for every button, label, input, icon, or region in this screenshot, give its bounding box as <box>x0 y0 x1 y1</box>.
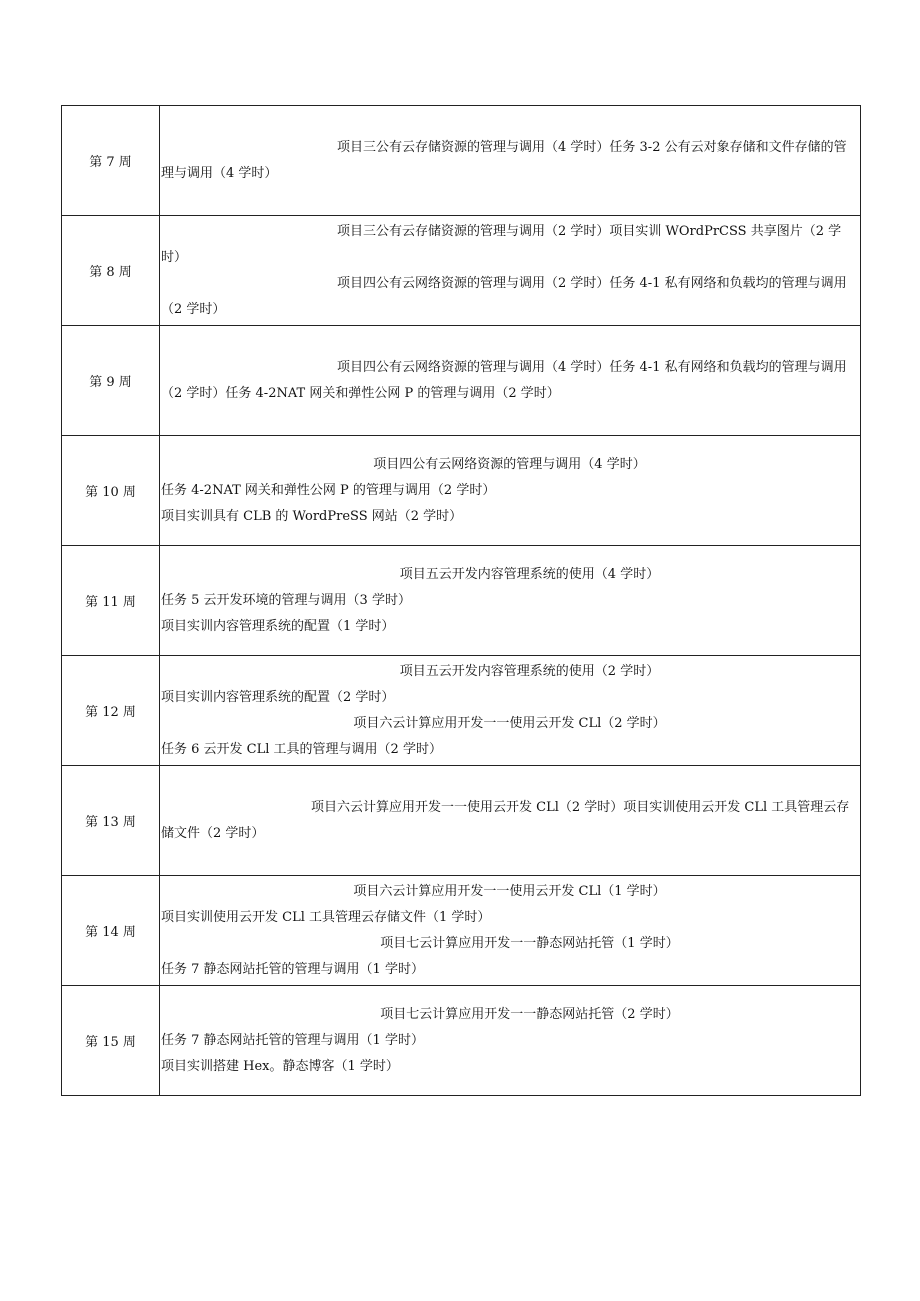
content-line: 项目五云开发内容管理系统的使用（4 学时） <box>399 566 660 582</box>
content-line: 项目实训搭建 Hex。静态博客（1 学时） <box>161 1058 399 1074</box>
content-cell <box>160 216 861 326</box>
content-cell <box>160 986 861 1096</box>
content-cell <box>160 326 861 436</box>
week-cell: 第 12 周 <box>62 656 160 766</box>
content-line: 项目实训具有 CLB 的 WordPreSS 网站（2 学时） <box>161 508 463 524</box>
content-line: 任务 4-2NAT 网关和弹性公网 P 的管理与调用（2 学时） <box>161 482 496 498</box>
table-row <box>62 546 861 656</box>
course-schedule-table <box>61 105 861 1096</box>
content-line: 项目四公有云网络资源的管理与调用（4 学时） <box>373 456 646 472</box>
table-row <box>62 106 861 216</box>
content-line: 项目六云计算应用开发一一使用云开发 CLl（1 学时） <box>353 883 666 899</box>
week-cell: 第 13 周 <box>62 766 160 876</box>
content-line: 项目七云计算应用开发一一静态网站托管（2 学时） <box>380 1006 679 1022</box>
content-line: 项目四公有云网络资源的管理与调用（2 学时）任务 4-1 私有网络和负载均的管理与调用（2 学时） <box>161 275 847 317</box>
content-line: 任务 7 静态网站托管的管理与调用（1 学时） <box>161 961 424 977</box>
content-line: 任务 6 云开发 CLl 工具的管理与调用（2 学时） <box>161 741 442 757</box>
content-cell <box>160 766 861 876</box>
week-cell: 第 7 周 <box>62 106 160 216</box>
content-line: 项目实训使用云开发 CLl 工具管理云存储文件（1 学时） <box>161 909 491 925</box>
week-cell: 第 10 周 <box>62 436 160 546</box>
table-row <box>62 216 861 326</box>
week-cell: 第 11 周 <box>62 546 160 656</box>
content-line: 项目五云开发内容管理系统的使用（2 学时） <box>399 663 660 679</box>
content-line: 项目四公有云网络资源的管理与调用（4 学时）任务 4-1 私有网络和负载均的管理与调用（2 学时）任务 4-2NAT 网关和弹性公网 P 的管理与调用（2 学时） <box>161 359 847 401</box>
week-cell: 第 14 周 <box>62 876 160 986</box>
content-cell <box>160 546 861 656</box>
week-cell: 第 9 周 <box>62 326 160 436</box>
week-cell: 第 15 周 <box>62 986 160 1096</box>
content-line: 项目实训内容管理系统的配置（1 学时） <box>161 618 395 634</box>
content-line: 任务 5 云开发环境的管理与调用（3 学时） <box>161 592 411 608</box>
table-row <box>62 656 861 766</box>
content-cell <box>160 436 861 546</box>
content-line: 项目三公有云存储资源的管理与调用（2 学时）项目实训 WOrdPrCSS 共享图片（2 学时） <box>161 223 842 265</box>
content-line: 任务 7 静态网站托管的管理与调用（1 学时） <box>161 1032 424 1048</box>
table-row <box>62 876 861 986</box>
content-line: 项目三公有云存储资源的管理与调用（4 学时）任务 3-2 公有云对象存储和文件存储的管理与调用（4 学时） <box>161 139 847 181</box>
table-row <box>62 436 861 546</box>
content-cell <box>160 876 861 986</box>
content-line: 项目六云计算应用开发一一使用云开发 CLl（2 学时）项目实训使用云开发 CLl 工具管理云存储文件（2 学时） <box>161 799 850 841</box>
table-row <box>62 986 861 1096</box>
content-line: 项目七云计算应用开发一一静态网站托管（1 学时） <box>380 935 679 951</box>
table-row <box>62 326 861 436</box>
table-row <box>62 766 861 876</box>
content-line: 项目实训内容管理系统的配置（2 学时） <box>161 689 395 705</box>
content-cell <box>160 656 861 766</box>
content-cell <box>160 106 861 216</box>
week-cell: 第 8 周 <box>62 216 160 326</box>
content-line: 项目六云计算应用开发一一使用云开发 CLl（2 学时） <box>353 715 666 731</box>
